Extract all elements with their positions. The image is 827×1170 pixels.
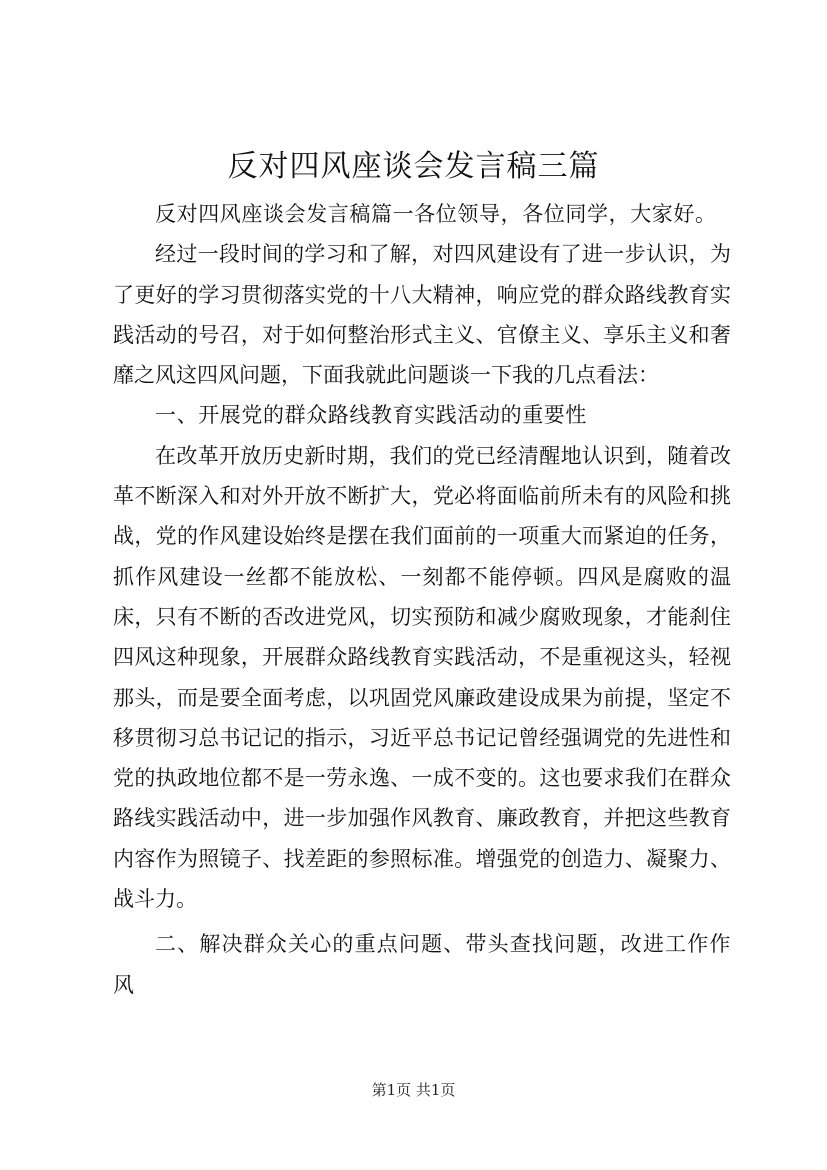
- paragraph-intro: 经过一段时间的学习和了解，对四风建设有了进一步认识，为了更好的学习贯彻落实党的十八大精神，响应党的群众路线教育实践活动的号召，对于如何整治形式主义、官僚主义、享乐主义和奢靡之风这四风问题，下面我就此问题谈一下我的几点看法：: [113, 242, 731, 388]
- document-body: [113, 194, 731, 1005]
- paragraph-section-1-body: 在改革开放历史新时期，我们的党已经清醒地认识到，随着改革不断深入和对外开放不断扩大，党必将面临前所未有的风险和挑战，党的作风建设始终是摆在我们面前的一项重大而紧迫的任务，抓作风建设一丝都不能放松、一刻都不能停顿。四风是腐败的温床，只有不断的否改进党风，切实预防和减少腐败现象，才能刹住四风这种现象，开展群众路线教育实践活动，不是重视这头，轻视那头，而是要全面考虑，以巩固党风廉政建设成果为前提，坚定不移贯彻习总书记记的指示，习近平总书记记曾经强调党的先进性和党的执政地位都不是一劳永逸、一成不变的。这也要求我们在群众路线实践活动中，进一步加强作风教育、廉政教育，并把这些教育内容作为照镜子、找差距的参照标准。增强党的创造力、凝聚力、战斗力。: [113, 443, 731, 912]
- paragraph-greeting: 反对四风座谈会发言稿篇一各位领导，各位同学，大家好。: [155, 202, 717, 226]
- document-title: 反对四风座谈会发言稿三篇: [227, 149, 600, 184]
- section-heading-1: 一、开展党的群众路线教育实践活动的重要性: [155, 403, 587, 428]
- section-heading-2: 二、解决群众关心的重点问题、带头查找问题，改进工作作风: [113, 932, 731, 997]
- page-number-footer: 第1页 共1页: [371, 1081, 456, 1099]
